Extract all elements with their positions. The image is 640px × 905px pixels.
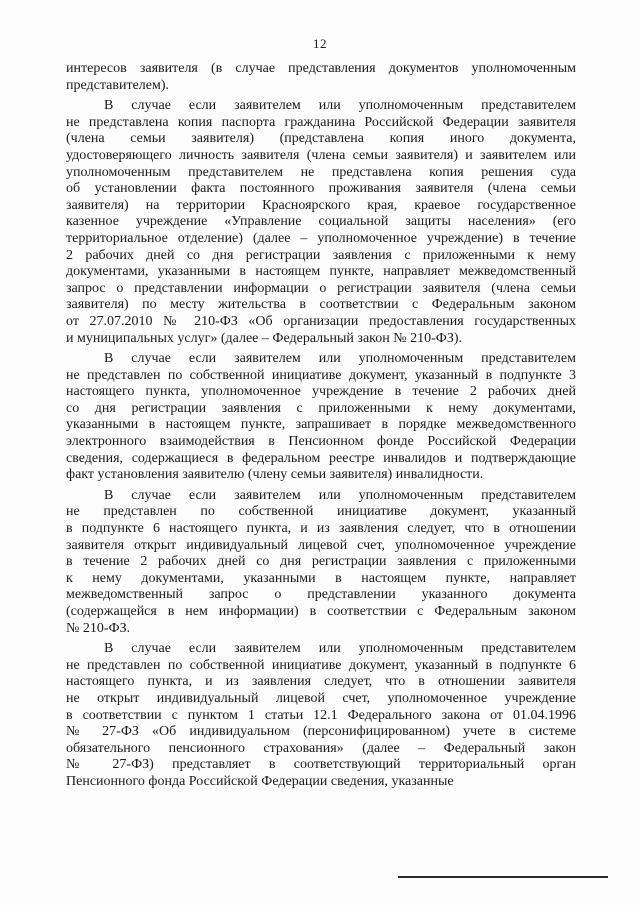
text-line: запрос о представлении информации о регистрации заявителя (члена семьи xyxy=(66,280,576,296)
text-line: в течение 2 рабочих дней со дня регистрации заявления с приложенными xyxy=(66,554,576,570)
text-line: не представлен по собственной инициативе документ, указанный в подпункте 6 xyxy=(66,657,576,673)
text-line: не представлен по собственной инициативе документ, указанный xyxy=(66,504,576,520)
text-line: настоящего пункта, и из заявления следует, что в отношении заявителя xyxy=(66,674,576,690)
text-line: № 210-ФЗ. xyxy=(66,620,131,636)
text-line: указанными в настоящем пункте, запрашивает в порядке межведомственного xyxy=(66,417,576,433)
paragraph-4 xyxy=(66,488,576,637)
text-line: не открыт индивидуальный лицевой счет, уполномоченное учреждение xyxy=(66,690,576,706)
text-line: казенное учреждение «Управление социальной защиты населения» (его xyxy=(66,214,576,230)
text-line: к нему документами, указанными в настоящем пункте, направляет xyxy=(66,570,576,586)
text-line: со дня регистрации заявления с приложенными к нему документами, xyxy=(66,400,576,416)
text-line: заявителя) на территории Красноярского края, краевое государственное xyxy=(66,197,576,213)
page-number: 12 xyxy=(313,36,327,51)
text-line: заявителя) по месту жительства в соответствии с Федеральным законом xyxy=(66,297,576,313)
text-line: интересов заявителя (в случае представления документов уполномоченным xyxy=(66,61,576,76)
text-line: от 27.07.2010 № 210-ФЗ «Об организации предоставления государственных xyxy=(66,313,576,329)
text-line: настоящего пункта, уполномоченное учреждение в течение 2 рабочих дней xyxy=(66,384,576,400)
text-line: В случае если заявителем или уполномоченным представителем xyxy=(104,641,576,657)
text-line: (содержащейся в нем информации) в соответствии с Федеральным законом xyxy=(66,604,576,619)
text-line: факт установления заявителю (члену семьи заявителя) инвалидности. xyxy=(66,467,484,483)
paragraph-5 xyxy=(66,641,576,790)
footer-rule xyxy=(398,876,608,878)
paragraph-1 xyxy=(66,61,576,94)
text-line: сведения, содержащиеся в федеральном реестре инвалидов и подтверждающие xyxy=(66,450,576,466)
text-line: об установлении факта постоянного проживания заявителя (члена семьи xyxy=(66,181,576,197)
text-line: в подпункте 6 настоящего пункта, и из заявления следует, что в отношении xyxy=(66,521,576,537)
text-line: в соответствии с пунктом 1 статьи 12.1 Федерального закона от 01.04.1996 xyxy=(66,707,576,723)
text-line: удостоверяющего личность заявителя (члена семьи заявителя) и заявителем или xyxy=(66,147,576,163)
text-line: и муниципальных услуг» (далее – Федеральный закон № 210-ФЗ). xyxy=(66,330,463,346)
text-line: не представлен по собственной инициативе документ, указанный в подпункте 3 xyxy=(66,367,576,383)
text-line: В случае если заявителем или уполномоченным представителем xyxy=(104,487,576,503)
text-line: уполномоченным представителем не представлена копия решения суда xyxy=(66,164,576,180)
text-line: электронного взаимодействия в Пенсионном фонде Российской Федерации xyxy=(66,434,576,450)
text-line: документами, указанными в настоящем пункте, направляет межведомственный xyxy=(66,264,576,280)
text-line: В случае если заявителем или уполномоченным представителем xyxy=(104,351,576,367)
text-line: заявителя открыт индивидуальный лицевой счет, уполномоченное учреждение xyxy=(66,537,576,553)
text-line: не представлена копия паспорта гражданина Российской Федерации заявителя xyxy=(66,114,576,130)
text-line: межведомственный запрос о представлении указанного документа xyxy=(66,587,576,603)
text-line: 2 рабочих дней со дня регистрации заявления с приложенными к нему xyxy=(66,247,576,263)
text-line: представителем). xyxy=(66,77,170,93)
text-line: обязательного пенсионного страхования» (далее – Федеральный закон xyxy=(66,740,576,756)
text-line: В случае если заявителем или уполномоченным представителем xyxy=(104,98,576,114)
document-body xyxy=(66,61,576,791)
text-line: № 27-ФЗ) представляет в соответствующий территориальный орган xyxy=(66,757,576,773)
text-line: (члена семьи заявителя) (представлена копия иного документа, xyxy=(66,131,576,147)
paragraph-2 xyxy=(66,98,576,347)
paragraph-3 xyxy=(66,351,576,484)
text-line: № 27-ФЗ «Об индивидуальном (персонифицированном) учете в системе xyxy=(66,724,576,740)
text-line: Пенсионного фонда Российской Федерации сведения, указанные xyxy=(66,773,454,789)
text-line: территориальное отделение) (далее – уполномоченное учреждение) в течение xyxy=(66,230,576,246)
